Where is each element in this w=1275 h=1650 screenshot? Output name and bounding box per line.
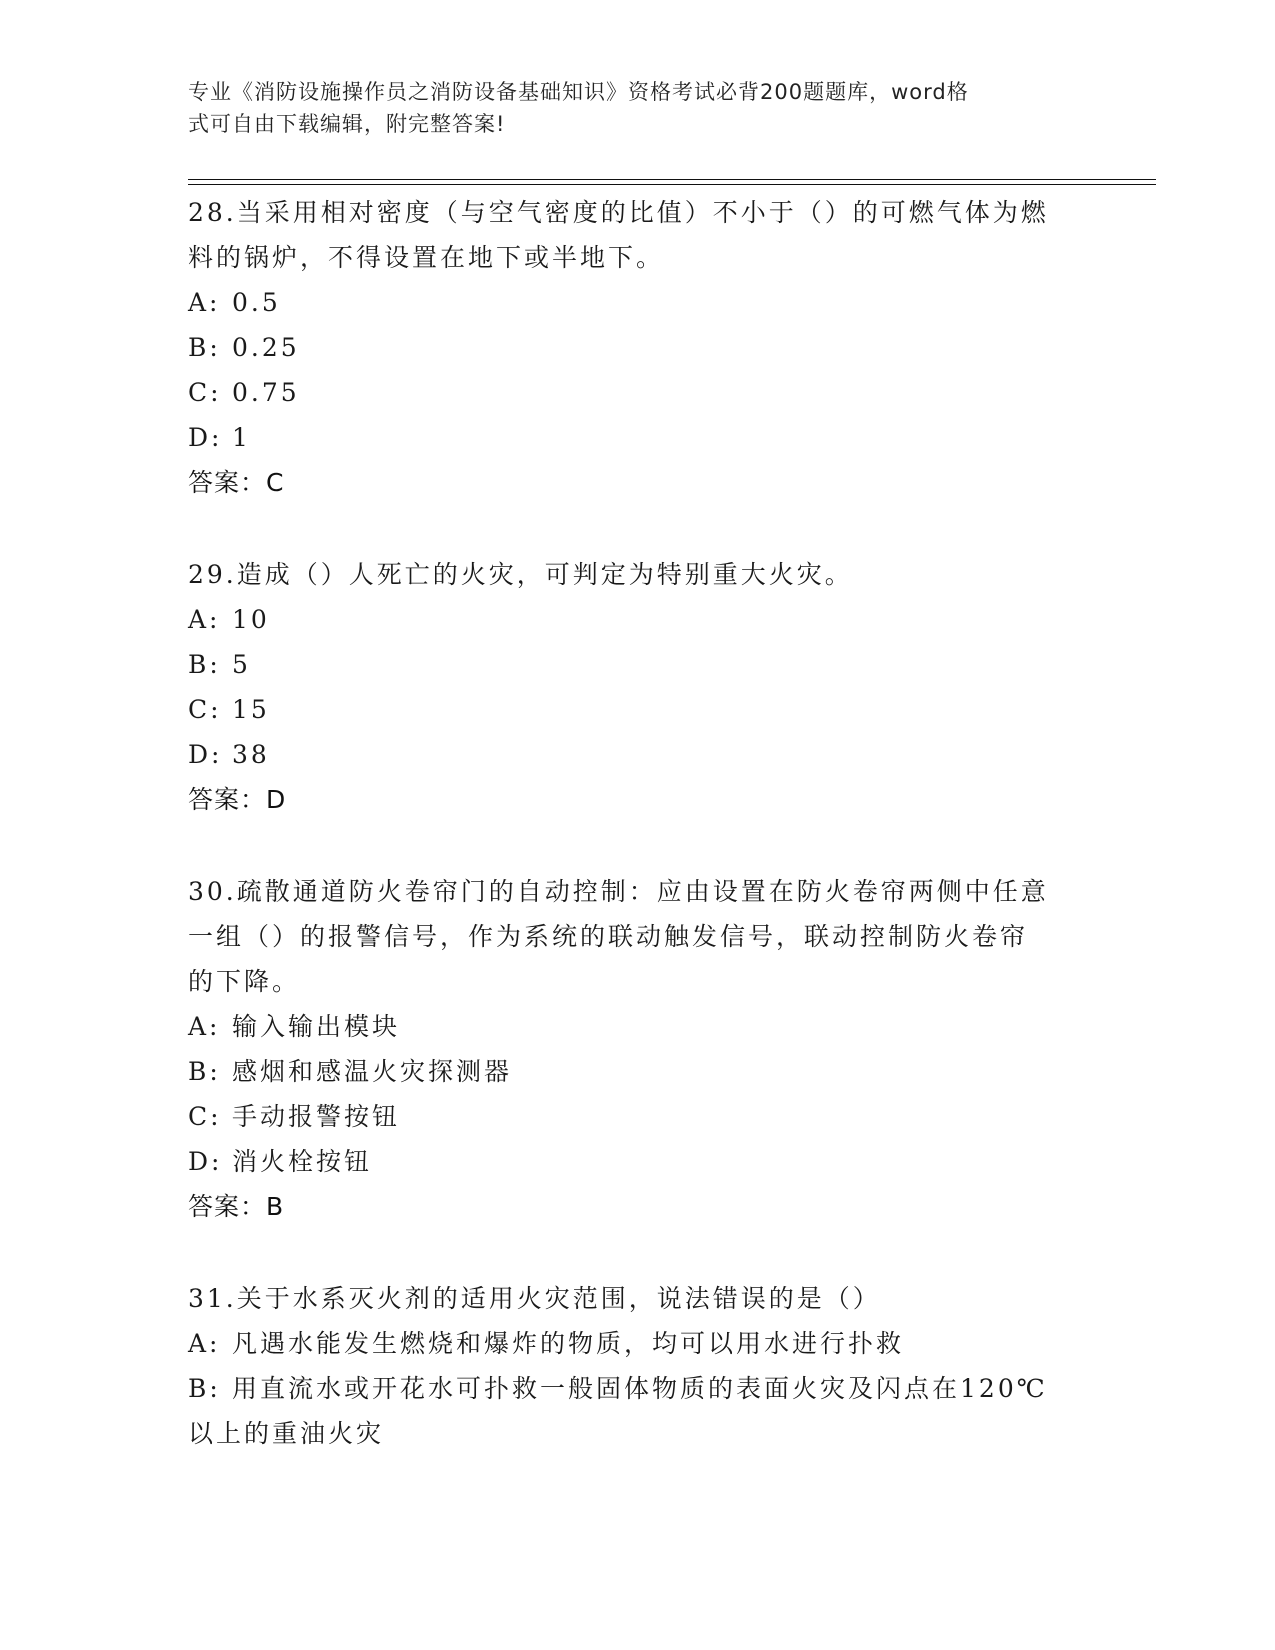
question-text-line: 的下降。 (188, 967, 301, 996)
header-line-1: 专业《消防设施操作员之消防设备基础知识》资格考试必背200题题库，word格 (188, 80, 969, 104)
option-text: 1 (232, 423, 251, 452)
option-d (188, 415, 1088, 460)
option-b (188, 325, 1088, 370)
option-d (188, 1139, 1088, 1184)
option-text: 10 (232, 605, 270, 634)
question-text-line: 一组（）的报警信号，作为系统的联动触发信号，联动控制防火卷帘 (188, 922, 1029, 951)
option-key: A: (188, 1329, 221, 1358)
header-divider-top (188, 179, 1156, 180)
answer: 答案：B (188, 1192, 285, 1221)
option-b (188, 642, 1088, 687)
option-key: B: (188, 333, 221, 362)
option-key: D: (188, 740, 223, 769)
question-spacer (188, 1229, 1088, 1276)
option-key: B: (188, 1374, 221, 1403)
option-a (188, 280, 1088, 325)
header-line-2: 式可自由下载编辑，附完整答案! (188, 112, 506, 136)
option-text: 15 (232, 695, 270, 724)
question-text-line: 29.造成（）人死亡的火灾，可判定为特别重大火灾。 (188, 560, 853, 589)
question-text-line: 料的锅炉，不得设置在地下或半地下。 (188, 243, 665, 272)
option-text: 0.75 (232, 378, 300, 407)
option-text: 5 (232, 650, 251, 679)
option-text: 0.5 (232, 288, 281, 317)
option-key: D: (188, 1147, 223, 1176)
option-text: 用直流水或开花水可扑救一般固体物质的表面火灾及闪点在120℃ (232, 1374, 1048, 1403)
question-spacer (188, 822, 1088, 869)
option-key: C: (188, 1102, 222, 1131)
option-text: 凡遇水能发生燃烧和爆炸的物质，均可以用水进行扑救 (232, 1329, 905, 1358)
option-b-continuation: 以上的重油火灾 (188, 1419, 385, 1448)
option-text: 感烟和感温火灾探测器 (232, 1057, 513, 1086)
option-a (188, 1004, 1088, 1049)
option-text: 消火栓按钮 (232, 1147, 373, 1176)
option-key: A: (188, 605, 221, 634)
question-text-line: 31.关于水系灭火剂的适用火灾范围，说法错误的是（） (188, 1284, 881, 1313)
option-c (188, 1094, 1088, 1139)
question-28 (188, 190, 1088, 505)
question-30 (188, 869, 1088, 1229)
document-header (188, 76, 1068, 140)
option-key: A: (188, 288, 221, 317)
option-b (188, 1366, 1088, 1411)
option-d (188, 732, 1088, 777)
option-key: B: (188, 650, 221, 679)
question-29 (188, 552, 1088, 822)
header-divider-bottom (188, 184, 1156, 185)
option-key: D: (188, 423, 223, 452)
question-text-line: 30.疏散通道防火卷帘门的自动控制：应由设置在防火卷帘两侧中任意 (188, 877, 1049, 906)
option-text: 38 (232, 740, 270, 769)
option-c (188, 687, 1088, 732)
question-text-line: 28.当采用相对密度（与空气密度的比值）不小于（）的可燃气体为燃 (188, 198, 1049, 227)
option-text: 0.25 (232, 333, 300, 362)
question-31 (188, 1276, 1088, 1456)
question-spacer (188, 505, 1088, 552)
option-key: B: (188, 1057, 221, 1086)
answer: 答案：D (188, 785, 287, 814)
answer: 答案：C (188, 468, 285, 497)
option-a (188, 597, 1088, 642)
option-text: 手动报警按钮 (232, 1102, 401, 1131)
option-text: 输入输出模块 (232, 1012, 401, 1041)
option-b (188, 1049, 1088, 1094)
option-key: C: (188, 378, 222, 407)
option-c (188, 370, 1088, 415)
question-list (188, 190, 1088, 1456)
option-key: C: (188, 695, 222, 724)
option-key: A: (188, 1012, 221, 1041)
option-a (188, 1321, 1088, 1366)
